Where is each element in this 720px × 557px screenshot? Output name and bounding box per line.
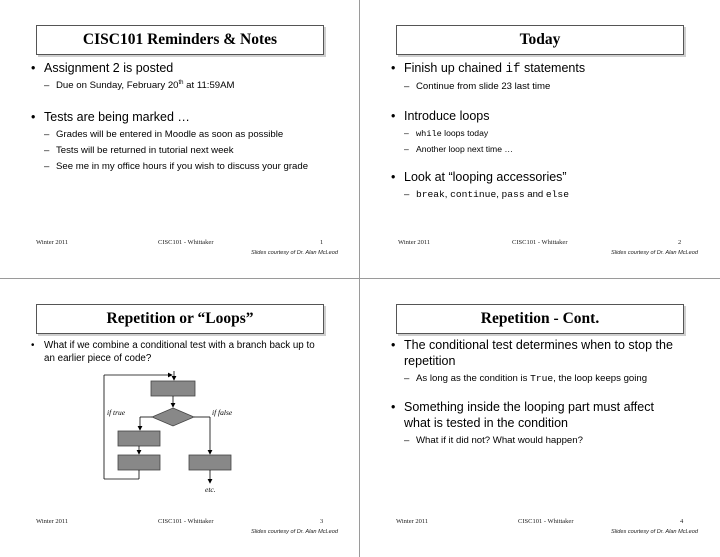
sub-bullet: – Tests will be returned in tutorial next week [30, 144, 335, 157]
code-text: while [416, 129, 442, 139]
slide-1 [0, 0, 360, 278]
footer-course: CISC101 - Whittaker [512, 239, 568, 246]
slide-3 [0, 279, 360, 557]
bullet: • What if we combine a conditional test with a branch back up to an earlier piece of code? [30, 339, 320, 365]
slide-content [390, 337, 695, 447]
slide-number: 3 [320, 518, 324, 525]
footer-term: Winter 2011 [36, 239, 69, 246]
footer-term: Winter 2011 [36, 518, 69, 525]
slide-content [30, 339, 335, 365]
footer-term: Winter 2011 [398, 239, 431, 246]
bullet-text: Finish up chained [404, 61, 506, 75]
bullet: • Introduce loops [390, 108, 695, 124]
sub-bullet [390, 188, 695, 201]
slide-number: 2 [678, 239, 682, 246]
superscript: th [178, 79, 184, 86]
bullet: • The conditional test determines when to stop the repetition [390, 337, 695, 369]
sub-bullet-text: loops today [441, 128, 489, 138]
sub-bullet-text: , [496, 189, 502, 200]
bullet [390, 60, 695, 77]
slide-title: Repetition - Cont. [396, 304, 684, 334]
slide-credit: Slides courtesy of Dr. Alan McLeod [611, 529, 698, 535]
loop-body-box [118, 455, 160, 470]
slide-4 [360, 279, 720, 557]
sub-bullet: – Another loop next time … [390, 143, 695, 155]
if-false-label: if false [212, 408, 233, 417]
loop-flowchart [96, 371, 246, 506]
footer-course: CISC101 - Whittaker [158, 518, 214, 525]
bullet: • Tests are being marked … [30, 109, 335, 125]
code-text: if [505, 62, 521, 76]
bullet: • Look at “looping accessories” [390, 169, 695, 185]
slide-credit: Slides courtesy of Dr. Alan McLeod [251, 529, 338, 535]
if-true-label: if true [107, 408, 126, 417]
sub-bullet: – Grades will be entered in Moodle as soon as possible [30, 128, 335, 141]
sub-bullet-text: Due on Sunday, February 20 [56, 80, 179, 91]
footer-term: Winter 2011 [396, 518, 429, 525]
etc-label: etc. [205, 485, 216, 494]
loop-body-box [118, 431, 160, 446]
slide-2 [360, 0, 720, 278]
slide-number: 4 [680, 518, 684, 525]
bullet: • Assignment 2 is posted [30, 60, 335, 76]
code-text: continue [450, 189, 497, 200]
sub-bullet [390, 127, 695, 140]
exit-box [189, 455, 231, 470]
process-box [151, 381, 195, 396]
code-text: else [545, 189, 569, 200]
footer-course: CISC101 - Whittaker [158, 239, 214, 246]
slide-credit: Slides courtesy of Dr. Alan McLeod [611, 250, 698, 256]
slide-title: Repetition or “Loops” [36, 304, 324, 334]
decision-diamond [152, 408, 194, 426]
slide-title: Today [396, 25, 684, 55]
code-text: True [530, 373, 554, 384]
sub-bullet: – See me in my office hours if you wish to discuss your grade [30, 160, 320, 173]
footer-course: CISC101 - Whittaker [518, 518, 574, 525]
bullet: • Something inside the looping part must affect what is tested in the condition [390, 399, 680, 431]
sub-bullet [390, 372, 695, 385]
slide-title: CISC101 Reminders & Notes [36, 25, 324, 55]
sub-bullet: – What if it did not? What would happen? [390, 434, 695, 447]
bullet-text: statements [520, 61, 586, 75]
sub-bullet: – Continue from slide 23 last time [390, 80, 695, 93]
slide-content [390, 60, 695, 201]
sub-bullet-text: As long as the condition is [416, 373, 531, 384]
slide-credit: Slides courtesy of Dr. Alan McLeod [251, 250, 338, 256]
sub-bullet-text: , the loop keeps going [553, 373, 648, 384]
sub-bullet-text: at 11:59AM [183, 80, 235, 91]
slide-content [30, 60, 335, 173]
code-text: pass [501, 189, 525, 200]
sub-bullet-text: and [524, 189, 546, 200]
sub-bullet-text: , [444, 189, 451, 200]
code-text: break [416, 189, 445, 200]
sub-bullet [30, 79, 335, 92]
slide-number: 1 [320, 239, 324, 246]
